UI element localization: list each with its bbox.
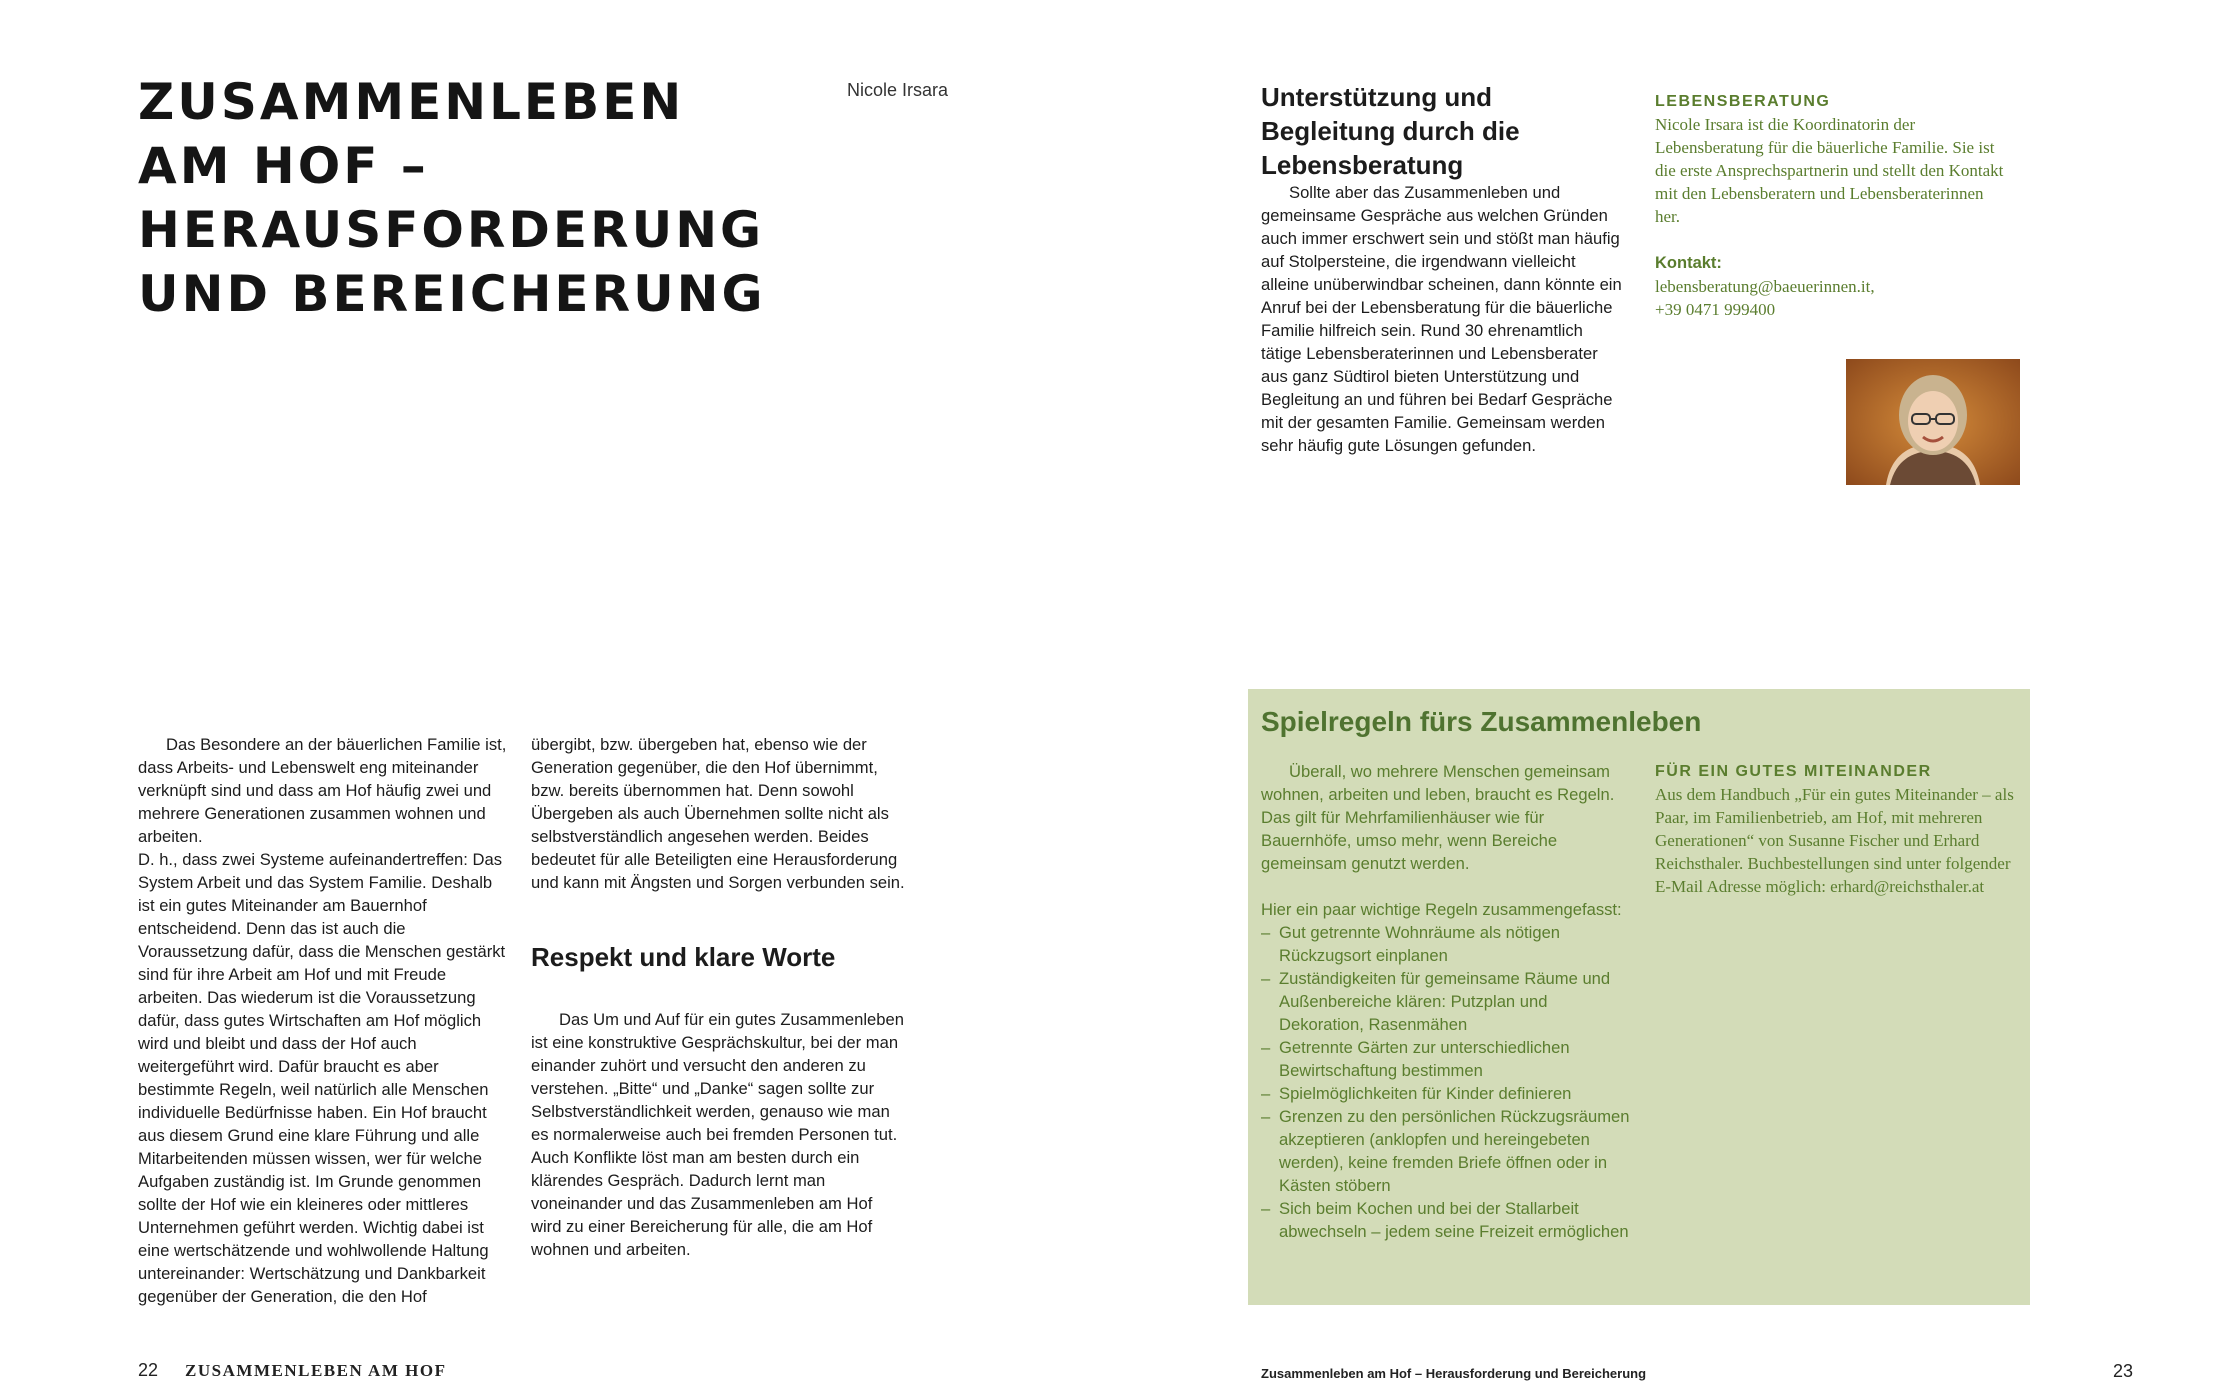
portrait-image <box>1846 359 2020 485</box>
rules-intro: Hier ein paar wichtige Regeln zusammengefasst: <box>1261 900 1622 919</box>
title-line: HERAUSFORDERUNG <box>138 201 765 259</box>
running-title: Zusammenleben am Hof – Herausforderung und Bereicherung <box>1261 1366 1647 1381</box>
section-heading: Respekt und klare Worte <box>531 942 836 972</box>
section-heading: Unterstützung und Begleitung durch die Lebensberatung <box>1261 82 1520 180</box>
box-intro: Überall, wo mehrere Menschen gemeinsam wohnen, arbeiten und leben, braucht es Regeln. Das gilt für Mehrfamilienhäuser wie für Bauernhöfe, umso mehr, wenn Bereiche gemeinsam genutzt werden. <box>1261 762 1615 873</box>
page-number: 22 <box>138 1360 159 1380</box>
footer-left <box>138 1360 446 1381</box>
rules-list <box>1261 921 1631 1243</box>
contact-email[interactable]: lebensberatung@baeuerinnen.it, <box>1655 277 1875 296</box>
paragraph: Sollte aber das Zusammenleben und gemeinsame Gespräche aus welchen Gründen auch immer erschwert sein und stößt man häufig auf Stolpersteine, die irgendwann vielleicht alleine unüberwindbar scheinen, dann könnte ein Anruf bei der Lebensberatung für die bäuerliche Familie hilfreich sein. Rund 30 ehrenamtlich tätige Lebensberaterinnen und Lebensberater aus ganz Südtirol bieten Unterstützung und Begleitung an und führen bei Bedarf Gespräche mit der gesamten Familie. Gemeinsam werden sehr häufig gute Lösungen gefunden. <box>1261 183 1622 455</box>
rule-item: – Sich beim Kochen und bei der Stallarbeit abwechseln – jedem seine Freizeit ermöglichen <box>1261 1197 1631 1243</box>
article-column-2 <box>531 733 906 1261</box>
article-column-1 <box>138 733 508 1308</box>
book-text: Aus dem Handbuch „Für ein gutes Miteinander – als Paar, im Familienbetrieb, am Hof, mit mehreren Generationen“ von Susanne Fischer und Erhard Reichsthaler. Buchbestellungen sind unter folgender E-Mail Adresse möglich: erhard@reichsthaler.at <box>1655 785 2014 896</box>
book-label: FÜR EIN GUTES MITEINANDER <box>1655 763 1932 780</box>
rule-item: – Grenzen zu den persönlichen Rückzugsräumen akzeptieren (anklopfen und hereingebeten werden), keine fremden Briefe öffnen oder in Kästen stöbern <box>1261 1105 1631 1197</box>
contact-block <box>1655 252 2010 321</box>
author-name: Nicole Irsara <box>847 80 949 100</box>
rule-item: – Getrennte Gärten zur unterschiedlichen Bewirtschaftung bestimmen <box>1261 1036 1631 1082</box>
running-title: ZUSAMMENLEBEN AM HOF <box>185 1361 447 1380</box>
sidebar-block <box>1655 90 2010 228</box>
page-number: 23 <box>2113 1361 2134 1381</box>
title-line: UND BEREICHERUNG <box>138 265 766 323</box>
portrait-photo <box>1846 359 2020 485</box>
paragraph: übergibt, bzw. übergeben hat, ebenso wie der Generation gegenüber, die den Hof übernimmt, bzw. bereits übernommen hat. Denn sowohl Übergeben als auch Übernehmen sollte nicht als selbstverständlich angesehen werden. Beides bedeutet für alle Beteiligten eine Herausforderung und kann mit Ängsten und Sorgen verbunden sein. <box>531 735 905 892</box>
rule-item: – Zuständigkeiten für gemeinsame Räume und Außenbereiche klären: Putzplan und Dekoration, Rasenmähen <box>1261 967 1631 1036</box>
rule-item: – Gut getrennte Wohnräume als nötigen Rückzugsort einplanen <box>1261 921 1631 967</box>
contact-label: Kontakt: <box>1655 254 1722 272</box>
rules-column <box>1261 760 1631 1243</box>
sidebar-label: LEBENSBERATUNG <box>1655 93 1831 110</box>
paragraph: D. h., dass zwei Systeme aufeinandertreffen: Das System Arbeit und das System Familie. Deshalb ist ein gutes Miteinander am Bauernhof entscheidend. Denn das ist auch die Voraussetzung dafür, dass die Menschen gestärkt sind für ihre Arbeit am Hof und mit Freude arbeiten. Das wiederum ist die Voraussetzung dafür, dass gutes Wirtschaften am Hof möglich wird und bleibt und dass der Hof auch weitergeführt wird. Dafür braucht es aber bestimmte Regeln, weil natürlich alle Menschen individuelle Bedürfnisse haben. Ein Hof braucht aus diesem Grund eine klare Führung und alle Mitarbeitenden müssen wissen, wer für welche Aufgaben zuständig ist. Im Grunde genommen sollte der Hof wie ein kleineres oder mittleres Unternehmen geführt werden. Wichtig dabei ist eine wertschätzende und wohlwollende Haltung untereinander: Wertschätzung und Dankbarkeit gegenüber der Generation, die den Hof <box>138 850 506 1306</box>
title-line: AM HOF – <box>138 137 429 195</box>
sidebar-text: Nicole Irsara ist die Koordinatorin der Lebensberatung für die bäuerliche Familie. Sie ist die erste Ansprechspartnerin und stellt den Kontakt mit den Lebensberatern und Lebensberaterinnen her. <box>1655 115 2004 226</box>
sidebar-info <box>1655 90 2010 345</box>
title-line: ZUSAMMENLEBEN <box>138 73 685 131</box>
paragraph: Das Besondere an der bäuerlichen Familie ist, dass Arbeits- und Lebenswelt eng miteinander verknüpft sind und dass am Hof häufig zwei und mehrere Generationen zusammen wohnen und arbeiten. <box>138 735 507 846</box>
box-heading: Spielregeln fürs Zusammenleben <box>1261 706 1702 737</box>
contact-phone: +39 0471 999400 <box>1655 300 1776 319</box>
paragraph: Das Um und Auf für ein gutes Zusammenleben ist eine konstruktive Gesprächskultur, bei der man einander zuhört und versucht den anderen zu verstehen. „Bitte“ und „Danke“ sagen sollte zur Selbstverständlichkeit werden, genauso wie man es normalerweise auch bei fremden Personen tut. Auch Konflikte löst man am besten durch ein klärendes Gespräch. Dadurch lernt man voneinander und das Zusammenleben am Hof wird zu einer Bereicherung für alle, die am Hof wohnen und arbeiten. <box>531 1010 904 1259</box>
rule-item: – Spielmöglichkeiten für Kinder definieren <box>1261 1082 1631 1105</box>
book-info <box>1655 760 2020 898</box>
page-title <box>138 70 766 326</box>
